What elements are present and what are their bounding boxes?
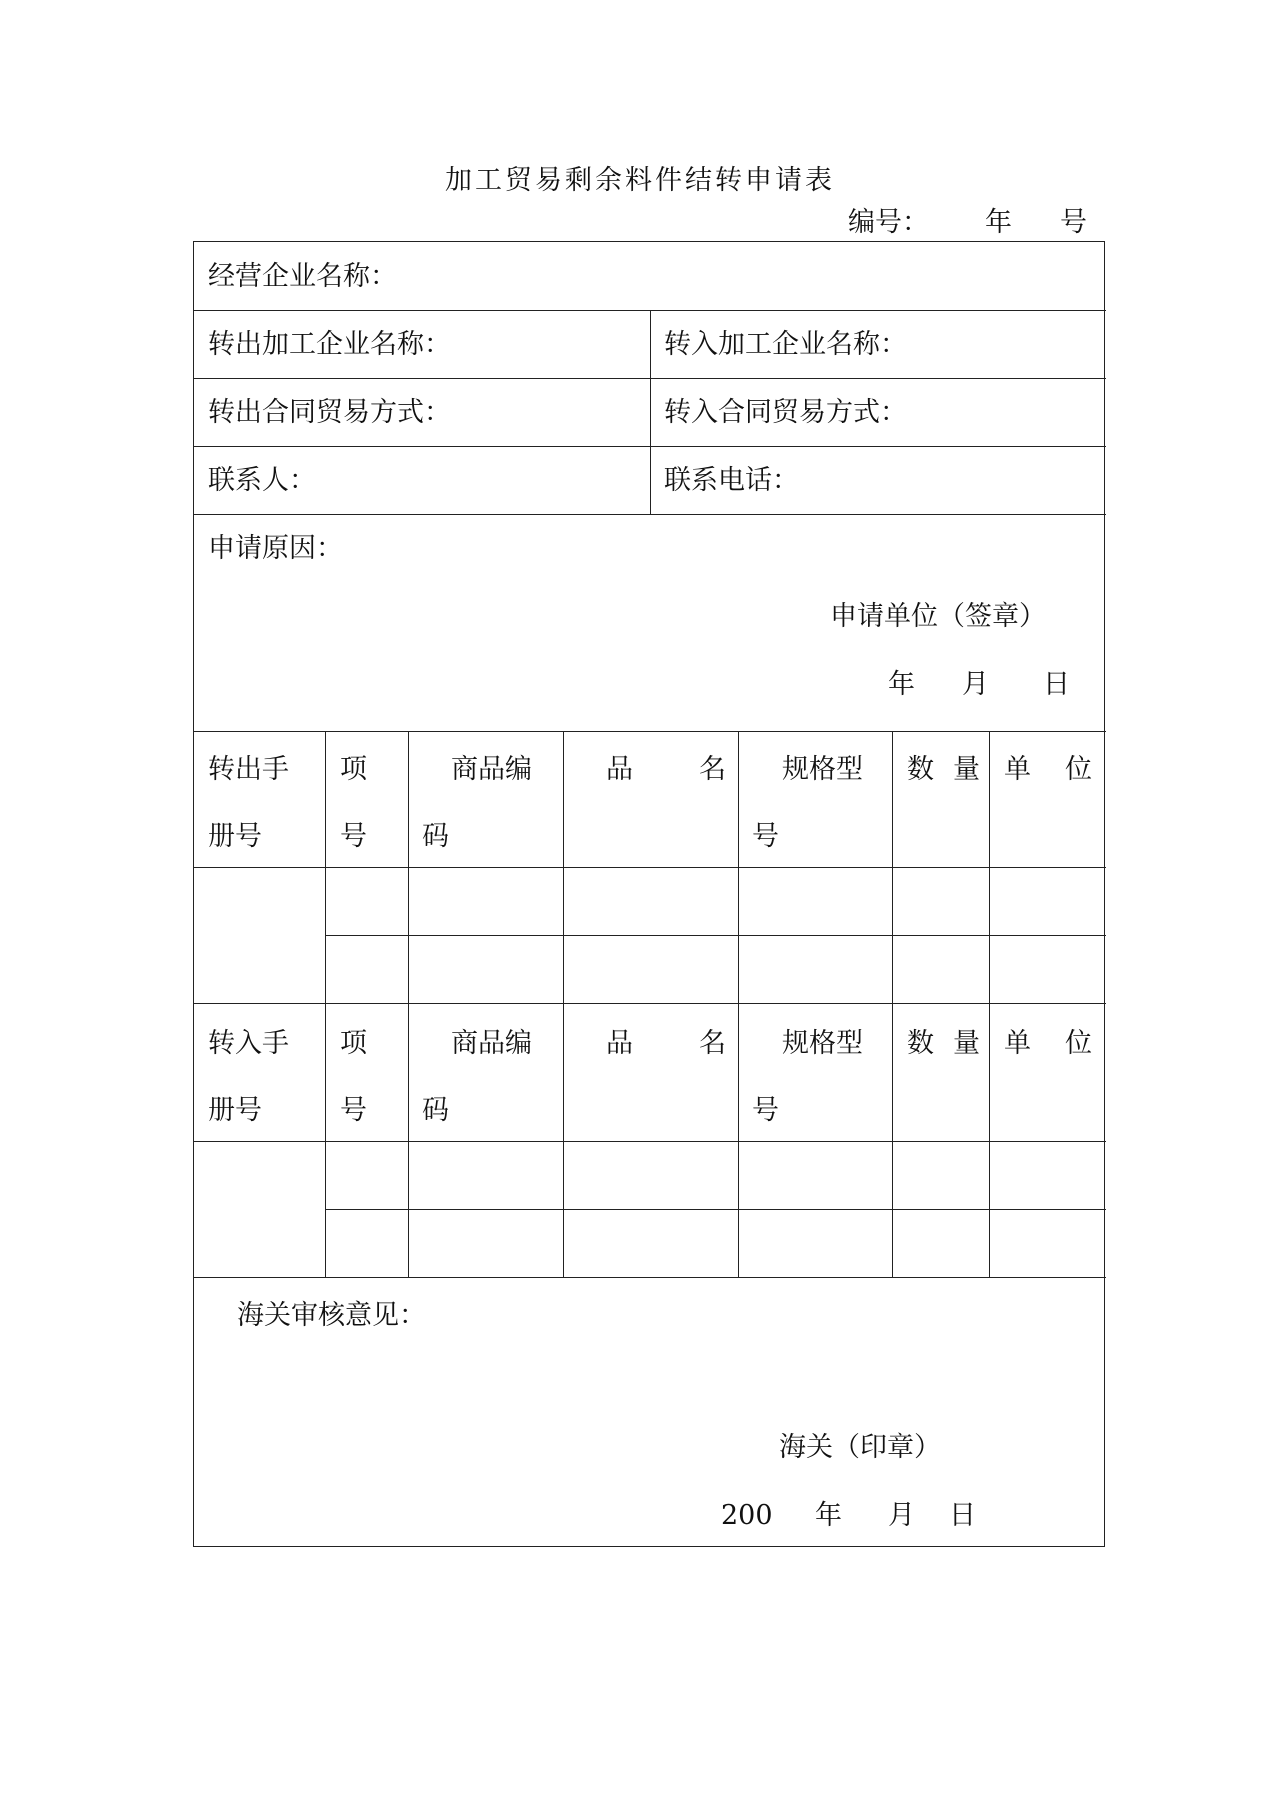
row-divider [194,1277,1106,1278]
row-divider [194,1141,1106,1142]
reason-month-label: 月 [962,669,989,700]
out-manual-number-header: 转出手 [208,754,289,785]
in-product-name-header: 品 [606,1028,633,1059]
out-product-name-header: 品 [606,754,633,785]
in-product-name-header-2: 名 [699,1028,726,1059]
out-spec-model-header-2: 号 [752,821,779,852]
out-trade-mode-label: 转出合同贸易方式： [208,397,451,428]
in-item-no-header-2: 号 [340,1095,367,1126]
in-trade-mode-label: 转入合同贸易方式： [664,397,907,428]
application-reason-label: 申请原因： [208,533,343,564]
applicant-seal-label: 申请单位（签章） [830,601,1046,632]
customs-year-label: 年 [815,1500,842,1531]
in-commodity-code-header: 商品编 [451,1028,532,1059]
customs-day-label: 日 [949,1500,976,1531]
in-spec-model-header-2: 号 [752,1095,779,1126]
serial-label: 编号： [848,207,929,238]
operating-enterprise-label: 经营企业名称： [208,261,397,292]
customs-year-prefix: 200 [721,1500,773,1531]
in-processing-enterprise-label: 转入加工企业名称： [664,329,907,360]
serial-year-label: 年 [985,207,1012,238]
contact-phone-label: 联系电话： [664,465,799,496]
column-divider [563,731,564,1277]
column-divider [989,731,990,1277]
out-commodity-code-header-2: 码 [422,821,449,852]
in-unit-header: 单 [1004,1028,1031,1059]
customs-seal-label: 海关（印章） [779,1432,941,1463]
serial-number-label: 号 [1060,207,1087,238]
in-unit-header-2: 位 [1065,1028,1092,1059]
out-processing-enterprise-label: 转出加工企业名称： [208,329,451,360]
out-item-no-header-2: 号 [340,821,367,852]
column-divider [650,310,651,514]
column-divider [408,731,409,1277]
out-manual-number-header-2: 册号 [208,821,262,852]
in-manual-number-header: 转入手 [208,1028,289,1059]
out-unit-header-2: 位 [1065,754,1092,785]
out-product-name-header-2: 名 [699,754,726,785]
in-spec-model-header: 规格型 [782,1028,863,1059]
out-item-no-header: 项 [340,754,367,785]
row-divider [194,867,1106,868]
row-divider [194,1003,1106,1004]
customs-opinion-label: 海关审核意见： [237,1300,426,1331]
in-quantity-header-2: 量 [953,1028,980,1059]
reason-year-label: 年 [888,669,915,700]
in-commodity-code-header-2: 码 [422,1095,449,1126]
in-item-no-header: 项 [340,1028,367,1059]
row-divider [194,731,1106,732]
application-form-table [193,241,1105,1547]
serial-number [848,200,1088,236]
out-commodity-code-header: 商品编 [451,754,532,785]
row-divider [194,514,1106,515]
reason-day-label: 日 [1043,669,1070,700]
out-quantity-header: 数 [907,754,934,785]
column-divider [738,731,739,1277]
in-quantity-header: 数 [907,1028,934,1059]
out-quantity-header-2: 量 [953,754,980,785]
customs-month-label: 月 [888,1500,915,1531]
column-divider [892,731,893,1277]
out-spec-model-header: 规格型 [782,754,863,785]
in-manual-number-header-2: 册号 [208,1095,262,1126]
form-title: 加工贸易剩余料件结转申请表 [445,165,835,196]
column-divider [325,731,326,1277]
out-unit-header: 单 [1004,754,1031,785]
contact-person-label: 联系人： [208,465,316,496]
